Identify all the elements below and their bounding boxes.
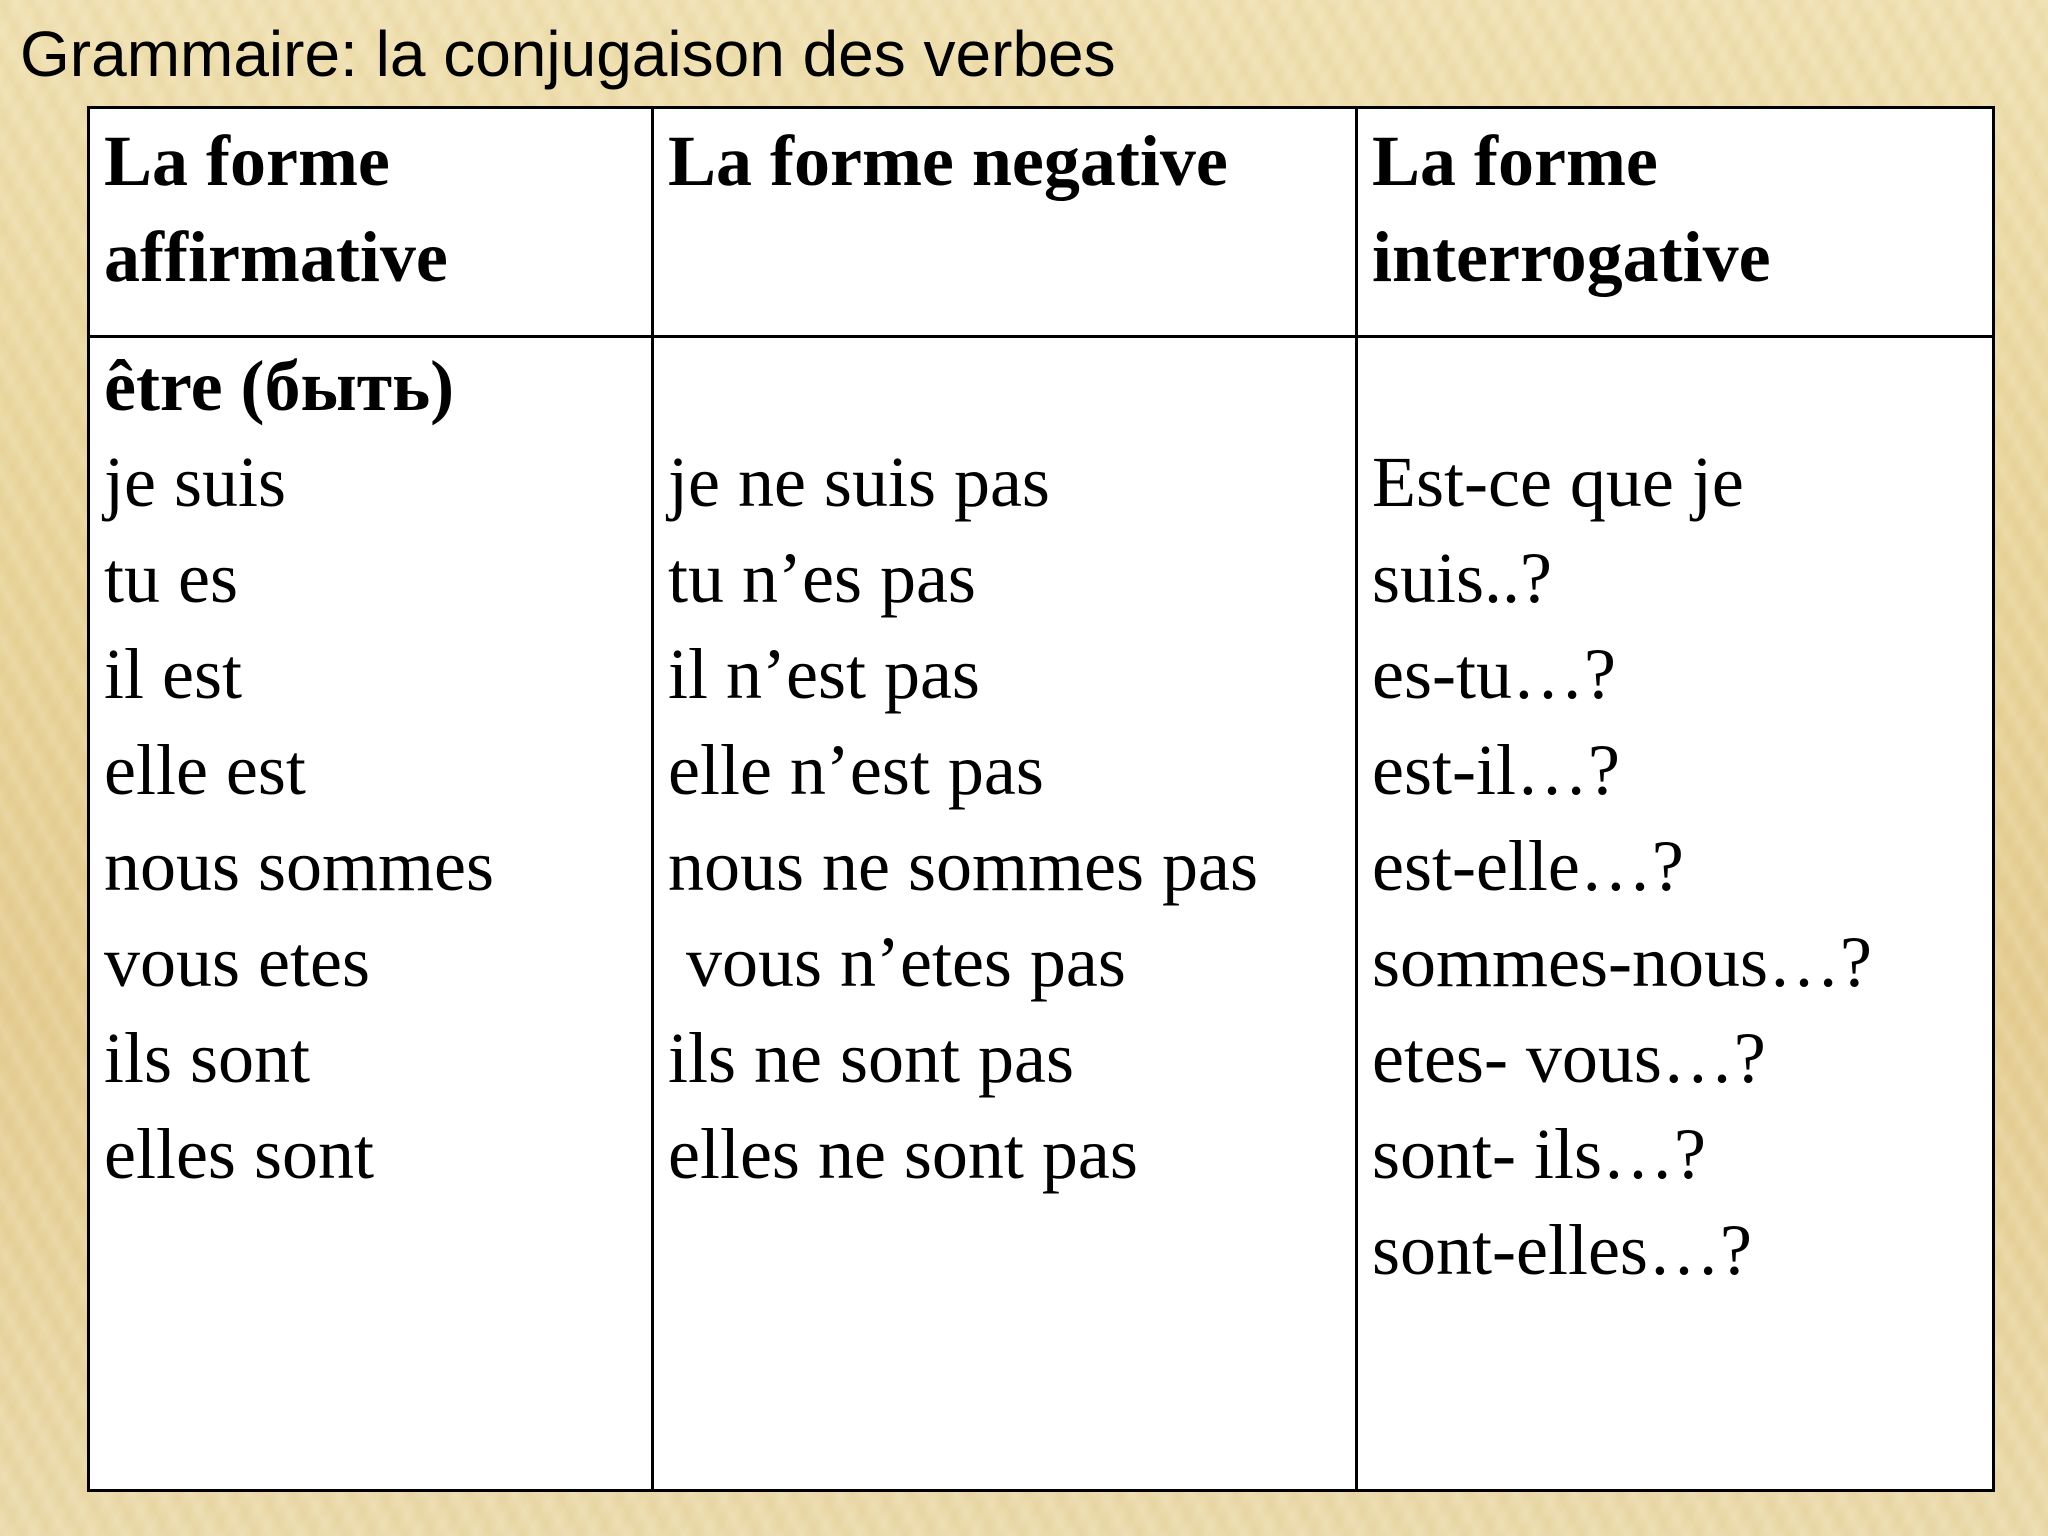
- interrogative-line: etes- vous…?: [1372, 1018, 1766, 1098]
- interrogative-line: est-elle…?: [1372, 826, 1684, 906]
- negative-line: vous n’etes pas: [668, 922, 1126, 1002]
- interrogative-line: est-il…?: [1372, 730, 1620, 810]
- negative-line: elle n’est pas: [668, 730, 1044, 810]
- header-affirmative: La forme affirmative: [89, 108, 653, 337]
- interrogative-cell: [1357, 337, 1994, 1491]
- interrogative-line: es-tu…?: [1372, 634, 1616, 714]
- affirmative-line: elle est: [104, 730, 306, 810]
- affirmative-line: vous etes: [104, 922, 370, 1002]
- negative-cell: [653, 337, 1357, 1491]
- negative-line: nous ne sommes pas: [668, 826, 1258, 906]
- header-interrogative: La forme interrogative: [1357, 108, 1994, 337]
- conjugation-table: [87, 106, 1995, 1492]
- interrogative-line: sommes-nous…?: [1372, 922, 1872, 1002]
- verb-title: être (быть): [104, 346, 455, 426]
- affirmative-cell: [89, 337, 653, 1491]
- affirmative-line: ils sont: [104, 1018, 311, 1098]
- interrogative-line: suis..?: [1372, 538, 1552, 618]
- interrogative-line: Est-ce que je: [1372, 442, 1744, 522]
- interrogative-line: sont- ils…?: [1372, 1114, 1706, 1194]
- header-negative: La forme negative: [653, 108, 1357, 337]
- negative-line: je ne suis pas: [668, 442, 1050, 522]
- negative-line: tu n’es pas: [668, 538, 976, 618]
- affirmative-line: nous sommes: [104, 826, 495, 906]
- affirmative-line: elles sont: [104, 1114, 374, 1194]
- affirmative-line: je suis: [104, 442, 287, 522]
- affirmative-line: il est: [104, 634, 242, 714]
- slide-title: Grammaire: la conjugaison des verbes: [20, 18, 1116, 90]
- blank-line: [1372, 338, 1978, 434]
- table-row: [89, 337, 1994, 1491]
- interrogative-line: sont-elles…?: [1372, 1210, 1752, 1290]
- affirmative-line: tu es: [104, 538, 238, 618]
- negative-line: ils ne sont pas: [668, 1018, 1074, 1098]
- table-header-row: [89, 108, 1994, 337]
- negative-line: elles ne sont pas: [668, 1114, 1138, 1194]
- negative-line: il n’est pas: [668, 634, 980, 714]
- blank-line: [668, 338, 1341, 434]
